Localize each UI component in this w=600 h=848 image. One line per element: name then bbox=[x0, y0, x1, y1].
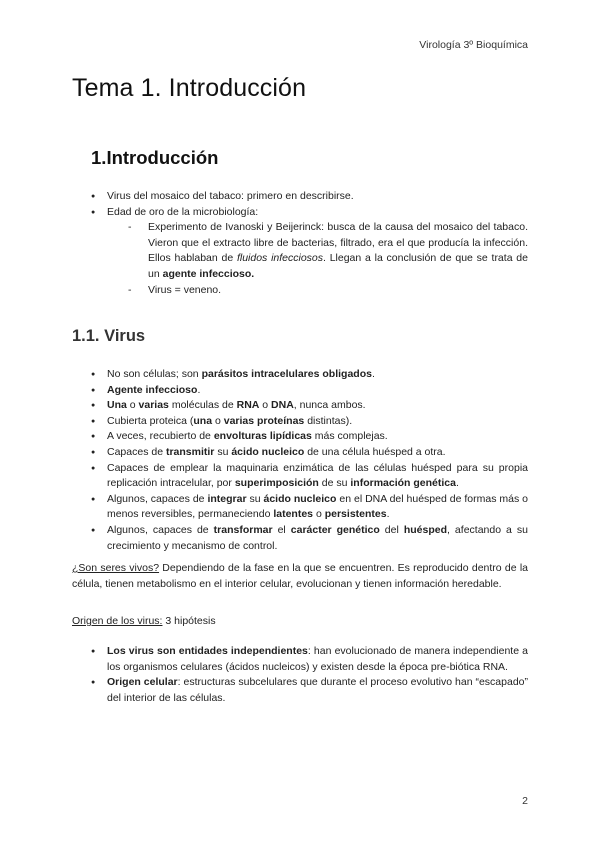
section-heading bbox=[91, 147, 218, 169]
list-item: ● Los virus son entidades independientes: han evolucionado de manera independiente a los organismos celulares (ácidos nucleicos) y existen desde la época pre-biótica RNA. bbox=[91, 644, 528, 675]
alive-paragraph: ¿Son seres vivos? Dependiendo de la fase en la que se encuentren. Es reproducido dentro de la célula, tienen metabolismo en el interior celular, evolucionan y tienen información heredable. bbox=[72, 562, 528, 590]
intro-list bbox=[91, 189, 528, 298]
sub-list bbox=[91, 220, 528, 298]
origin-list bbox=[91, 644, 528, 706]
list-item: ● Origen celular: estructuras subcelulares que durante el proceso evolutivo han “escapado” del interior de las células. bbox=[91, 675, 528, 706]
list-item: ● Capaces de transmitir su ácido nucleico de una célula huésped a otra. bbox=[91, 445, 528, 461]
list-item: ● Algunos, capaces de transformar el carácter genético del huésped, afectando a su crecimiento y mecanismo de control. bbox=[91, 523, 528, 554]
page-header: Virología 3º Bioquímica bbox=[419, 39, 528, 51]
list-item: ● Algunos, capaces de integrar su ácido nucleico en el DNA del huésped de formas más o menos reversibles, permaneciendo latentes o persistentes. bbox=[91, 492, 528, 523]
page-number: 2 bbox=[522, 795, 528, 807]
list-item: ● Cubierta proteica (una o varias proteínas distintas). bbox=[91, 414, 528, 430]
page-title: Tema 1. Introducción bbox=[72, 74, 307, 102]
virus-list bbox=[91, 367, 528, 554]
origin-label: Origen de los virus: bbox=[72, 615, 163, 627]
sub-list-item: - Virus = veneno. bbox=[128, 283, 528, 299]
list-item: ● No son células; son parásitos intracelulares obligados. bbox=[91, 367, 528, 383]
sub-list-item: - Experimento de Ivanoski y Beijerinck: busca de la causa del mosaico del tabaco. Vieron que el extracto libre de bacterias, filtrado, era el que producía la infección. Ellos hablaban de fluidos infecciosos. Llegan a la conclusión de que se trata de un agente infeccioso. bbox=[128, 220, 528, 282]
section-number: 1. bbox=[91, 147, 107, 168]
origin-heading: Origen de los virus: 3 hipótesis bbox=[72, 615, 216, 627]
alive-question: ¿Son seres vivos? bbox=[72, 562, 160, 574]
subsection-heading: 1.1. Virus bbox=[72, 327, 146, 345]
list-item: ● Capaces de emplear la maquinaria enzimática de las células huésped para su propia replicación intracelular, por superimposición de su información genética. bbox=[91, 461, 528, 492]
list-item: ● A veces, recubierto de envolturas lipídicas más complejas. bbox=[91, 429, 528, 445]
list-item: ● Una o varias moléculas de RNA o DNA, nunca ambos. bbox=[91, 398, 528, 414]
list-item: ● Agente infeccioso. bbox=[91, 383, 528, 399]
list-item: ● Edad de oro de la microbiología: bbox=[91, 205, 528, 221]
section-title: Introducción bbox=[106, 147, 219, 168]
list-item: ● Virus del mosaico del tabaco: primero en describirse. bbox=[91, 189, 528, 205]
